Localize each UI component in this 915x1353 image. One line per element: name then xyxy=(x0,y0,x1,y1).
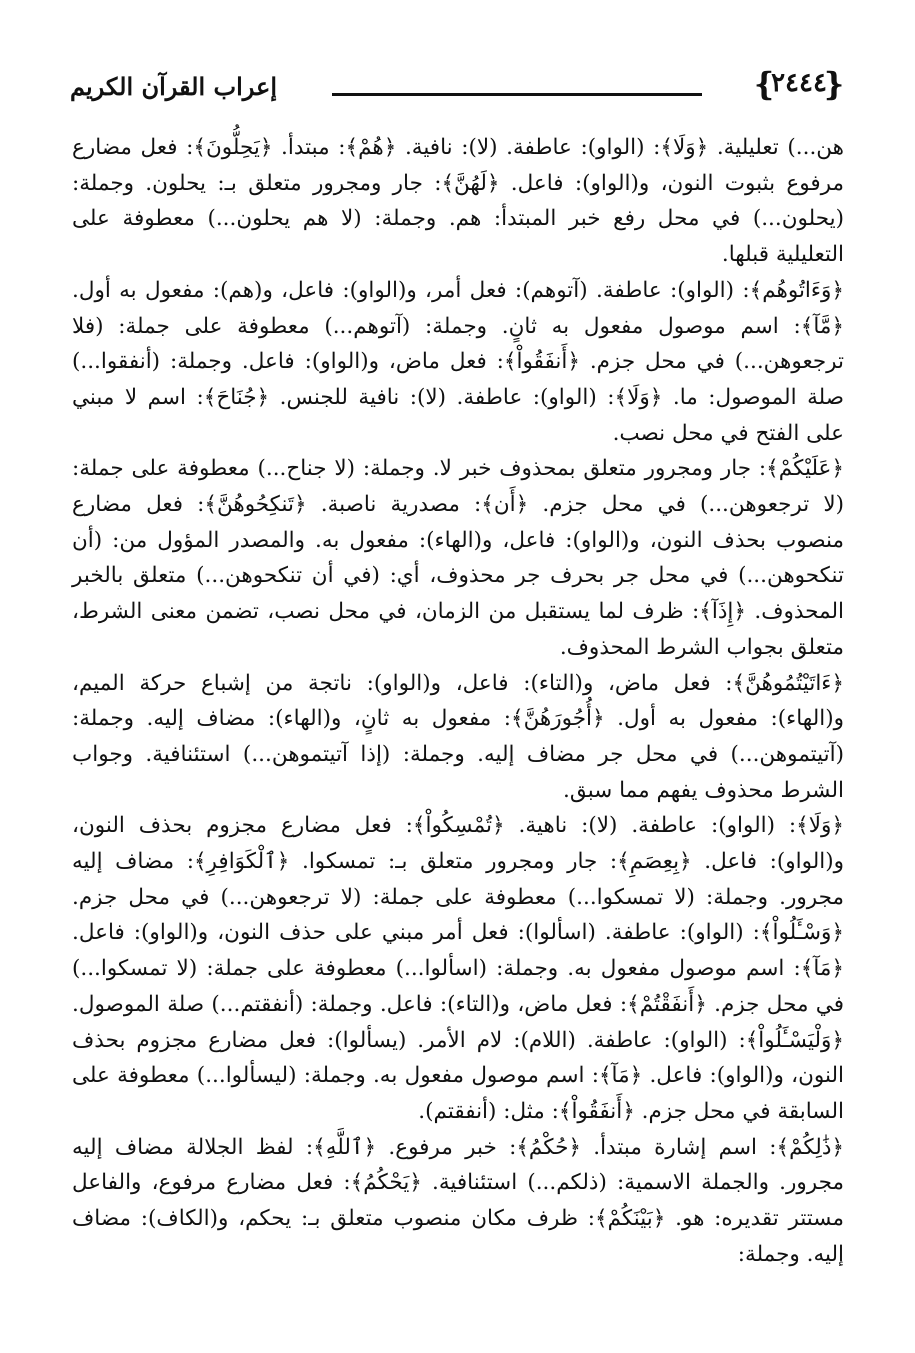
page-body xyxy=(72,130,844,1273)
page-number-badge xyxy=(751,65,847,103)
paragraph-1: هن...) تعليلية. ﴿وَلَا﴾: (الواو): عاطفة. (لا): نافية. ﴿هُمْ﴾: مبتدأ. ﴿يَحِلُّونَ﴾: فعل مضارع مرفوع بثبوت النون، و(الواو): فاعل. ﴿لَهُنَّ﴾: جار ومجرور متعلق بـ: يحلون. وجملة: (يحلون...) في محل رفع خبر المبتدأ: هم. وجملة: (لا هم يحلون...) معطوفة على التعليلية قبلها. xyxy=(72,135,844,268)
paragraph-4: ﴿ءَاتَيْتُمُوهُنَّ﴾: فعل ماض، و(التاء): فاعل، و(الواو): ناتجة من إشباع حركة الميم، و(الهاء): مفعول به أول. ﴿أُجُورَهُنَّ﴾: مفعول به ثانٍ، و(الهاء): مضاف إليه. وجملة: (آتيتموهن...) في محل جر مضاف إليه. وجملة: (إذا آتيتموهن...) استئنافية. وجواب الشرط محذوف يفهم مما سبق. xyxy=(72,670,844,803)
page-header xyxy=(70,62,847,118)
ornament-bracket-right-icon: ❴ xyxy=(820,65,847,103)
paragraph-5: ﴿وَلَا﴾: (الواو): عاطفة. (لا): ناهية. ﴿تُمْسِكُواْ﴾: فعل مضارع مجزوم بحذف النون، و(الواو): فاعل. ﴿بِعِصَمِ﴾: جار ومجرور متعلق بـ: تمسكوا. ﴿ٱلْكَوَافِرِ﴾: مضاف إليه مجرور. وجملة: (لا تمسكوا...) معطوفة على جملة: (لا ترجعوهن...) في محل جزم. ﴿وَسْـَٔلُواْ﴾: (الواو): عاطفة. (اسألوا): فعل أمر مبني على حذف النون، و(الواو): فاعل. ﴿مَآ﴾: اسم موصول مفعول به. وجملة: (اسألوا...) معطوفة على جملة: (لا تمسكوا...) في محل جزم. ﴿أَنفَقْتُمْ﴾: فعل ماض، و(التاء): فاعل. وجملة: (أنفقتم...) صلة الموصول. ﴿وَلْيَسْـَٔلُواْ﴾: (الواو): عاطفة. (اللام): لام الأمر. (يسألوا): فعل مضارع مجزوم بحذف النون، و(الواو): فاعل. ﴿مَآ﴾: اسم موصول مفعول به. وجملة: (ليسألوا...) معطوفة على السابقة في محل جزم. ﴿أَنفَقُواْ﴾: مثل: (أنفقتم). xyxy=(72,813,844,1124)
paragraph-3: ﴿عَلَيْكُمْ﴾: جار ومجرور متعلق بمحذوف خبر لا. وجملة: (لا جناح...) معطوفة على جملة: (لا ترجعوهن...) في محل جزم. ﴿أَن﴾: مصدرية ناصبة. ﴿تَنكِحُوهُنَّ﴾: فعل مضارع منصوب بحذف النون، و(الواو): فاعل، و(الهاء): مفعول به. والمصدر المؤول من: (أن تنكحوهن...) في محل جر بحرف جر محذوف، أي: (في أن تنكحوهن...) متعلق بالخبر المحذوف. ﴿إِذَآ﴾: ظرف لما يستقبل من الزمان، في محل نصب، تضمن معنى الشرط، متعلق بجواب الشرط المحذوف. xyxy=(72,456,844,660)
paragraph-6: ﴿ذَٰلِكُمْ﴾: اسم إشارة مبتدأ. ﴿حُكْمُ﴾: خبر مرفوع. ﴿ٱللَّهِ﴾: لفظ الجلالة مضاف إليه مجرور. والجملة الاسمية: (ذلكم...) استئنافية. ﴿يَحْكُمُ﴾: فعل مضارع مرفوع، والفاعل مستتر تقديره: هو. ﴿بَيْنَكُمْ﴾: ظرف مكان منصوب متعلق بـ: يحكم، و(الكاف): مضاف إليه. وجملة: xyxy=(72,1134,844,1267)
page-number: ٢٤٤٤ xyxy=(771,68,827,98)
ornament-bracket-left-icon: ❵ xyxy=(751,65,778,103)
paragraph-2: ﴿وَءَاتُوهُم﴾: (الواو): عاطفة. (آتوهم): فعل أمر، و(الواو): فاعل، و(هم): مفعول به أول. ﴿مَّآ﴾: اسم موصول مفعول به ثانٍ. وجملة: (آتوهم...) معطوفة على جملة: (فلا ترجعوهن...) في محل جزم. ﴿أَنفَقُواْ﴾: فعل ماض، و(الواو): فاعل. وجملة: (أنفقوا...) صلة الموصول: ما. ﴿وَلَا﴾: (الواو): عاطفة. (لا): نافية للجنس. ﴿جُنَاحَ﴾: اسم لا مبني على الفتح في محل نصب. xyxy=(72,277,844,446)
book-title: إعراب القرآن الكريم xyxy=(70,72,277,101)
header-rule xyxy=(332,93,702,96)
